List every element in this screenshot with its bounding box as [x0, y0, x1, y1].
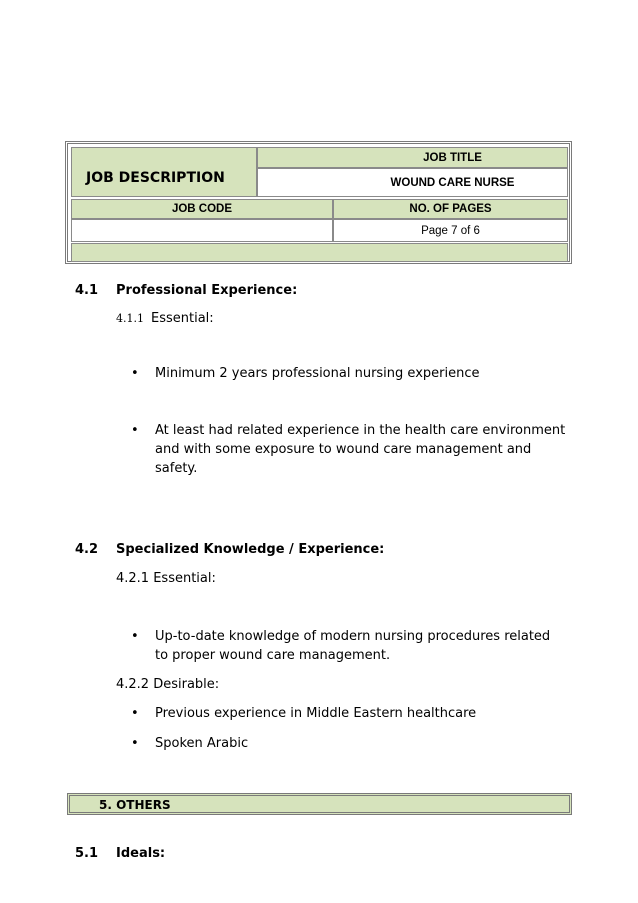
job-description-label: JOB DESCRIPTION [71, 147, 257, 197]
job-header-table [65, 141, 572, 264]
pages-label: NO. OF PAGES [333, 199, 568, 219]
list-item: Minimum 2 years professional nursing experience [155, 366, 480, 381]
bullet-icon: • [131, 736, 139, 751]
bullet-icon: • [131, 366, 139, 381]
desirable-label: 4.2.2 Desirable: [116, 677, 220, 692]
section-4-1-title: Professional Experience: [116, 283, 298, 298]
job-title-value: WOUND CARE NURSE [257, 168, 568, 197]
section-4-1-number: 4.1 [75, 283, 99, 298]
section-5-1-title: Ideals: [116, 846, 166, 861]
bullet-icon: • [131, 706, 139, 721]
list-item: At least had related experience in the health care environment [155, 423, 566, 438]
section-5-1-number: 5.1 [75, 846, 99, 861]
job-title-label: JOB TITLE [257, 147, 568, 168]
list-item: Up-to-date knowledge of modern nursing procedures related [155, 629, 551, 644]
list-item: Previous experience in Middle Eastern healthcare [155, 706, 477, 721]
list-item-continuation: to proper wound care management. [155, 648, 391, 663]
section-4-2-number: 4.2 [75, 542, 99, 557]
pages-value: Page 7 of 6 [333, 219, 568, 242]
bullet-icon: • [131, 423, 139, 438]
job-code-label: JOB CODE [71, 199, 333, 219]
section-4-1-1-number: 4.1.1 [116, 312, 144, 325]
section-4-1-1-title: Essential: [151, 311, 214, 326]
list-item: Spoken Arabic [155, 736, 249, 751]
others-section-bar [67, 793, 572, 815]
list-item-continuation: safety. [155, 461, 198, 476]
others-section-label: 5. OTHERS [99, 798, 171, 812]
section-4-2-title: Specialized Knowledge / Experience: [116, 542, 385, 557]
job-code-value [71, 219, 333, 242]
essential-label: 4.2.1 Essential: [116, 571, 216, 586]
header-blank-row [71, 243, 568, 262]
list-item-continuation: and with some exposure to wound care management and [155, 442, 532, 457]
bullet-icon: • [131, 629, 139, 644]
